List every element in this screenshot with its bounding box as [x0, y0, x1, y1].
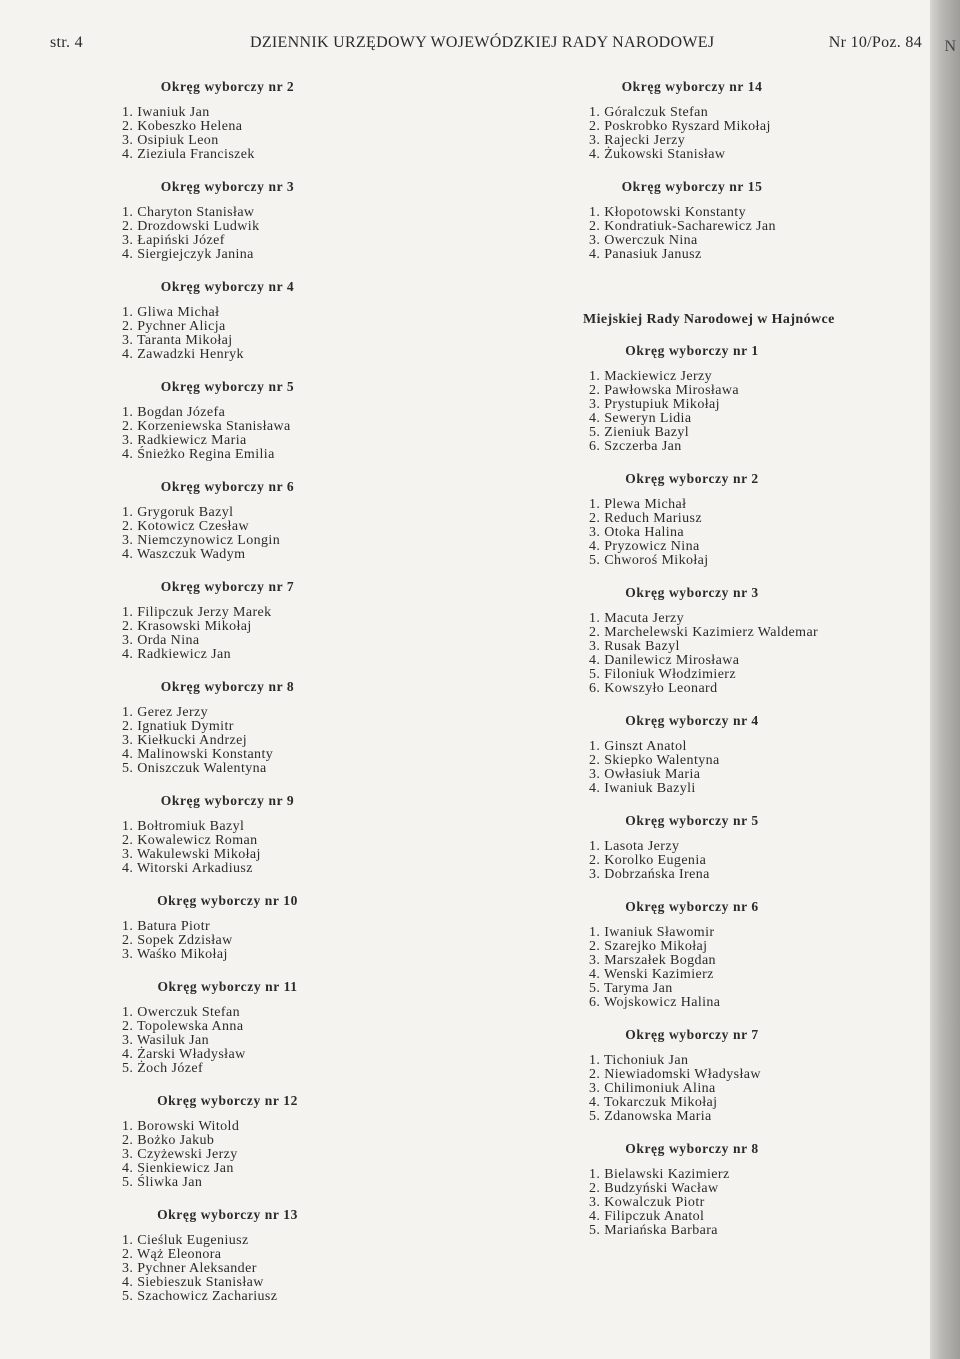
- district-heading: Okręg wyborczy nr 3: [160, 179, 295, 194]
- candidate-name: 2. Korolko Eugenia: [589, 853, 707, 868]
- candidate-name: 1. Mackiewicz Jerzy: [589, 369, 713, 384]
- district-block: [122, 578, 452, 662]
- candidate-name: 1. Bielawski Kazimierz: [589, 1167, 730, 1182]
- candidate-list: [589, 612, 919, 696]
- district-block: [122, 78, 452, 162]
- candidate-name: 3. Owerczuk Nina: [589, 233, 698, 248]
- candidate-name: 4. Wenski Kazimierz: [589, 967, 714, 982]
- candidate-name: 4. Pryzowicz Nina: [589, 539, 700, 554]
- district-block: [122, 1206, 452, 1304]
- candidate-name: 3. Owłasiuk Maria: [589, 767, 701, 782]
- district-block: [589, 1140, 919, 1238]
- candidate-name: 5. Filoniuk Włodzimierz: [589, 667, 736, 682]
- district-heading: Okręg wyborczy nr 15: [621, 179, 763, 194]
- candidate-name: 3. Orda Nina: [122, 633, 200, 648]
- candidate-name: 4. Panasiuk Janusz: [589, 247, 702, 262]
- candidate-name: 3. Osipiuk Leon: [122, 133, 219, 148]
- candidate-name: 1. Cieśluk Eugeniusz: [122, 1233, 249, 1248]
- candidate-name: 1. Kłopotowski Konstanty: [589, 205, 746, 220]
- council-title: Miejskiej Rady Narodowej w Hajnówce: [583, 312, 835, 327]
- district-block: [122, 478, 452, 562]
- candidate-name: 2. Pawłowska Mirosława: [589, 383, 739, 398]
- candidate-name: 2. Sopek Zdzisław: [122, 933, 233, 948]
- candidate-name: 1. Grygoruk Bazyl: [122, 505, 234, 520]
- candidate-name: 4. Iwaniuk Bazyli: [589, 781, 696, 796]
- candidate-name: 3. Marszałek Bogdan: [589, 953, 716, 968]
- candidate-list: [122, 406, 452, 462]
- candidate-name: 4. Danilewicz Mirosława: [589, 653, 740, 668]
- district-heading: Okręg wyborczy nr 4: [160, 279, 295, 294]
- candidate-name: 4. Żarski Władysław: [122, 1047, 246, 1062]
- district-heading: Okręg wyborczy nr 4: [625, 713, 759, 728]
- candidate-name: 1. Plewa Michał: [589, 497, 687, 512]
- candidate-name: 4. Seweryn Lidia: [589, 411, 692, 426]
- candidate-name: 1. Batura Piotr: [122, 919, 211, 934]
- candidate-list: [122, 206, 452, 262]
- district-heading: Okręg wyborczy nr 12: [157, 1093, 298, 1108]
- district-block: [122, 378, 452, 462]
- candidate-name: 5. Oniszczuk Walentyna: [122, 761, 267, 776]
- candidate-name: 3. Kowalczuk Piotr: [589, 1195, 705, 1210]
- candidate-name: 1. Gliwa Michał: [122, 305, 220, 320]
- district-heading: Okręg wyborczy nr 5: [625, 813, 759, 828]
- candidate-name: 2. Pychner Alicja: [122, 319, 226, 334]
- district-heading: Okręg wyborczy nr 5: [160, 379, 295, 394]
- district-heading: Okręg wyborczy nr 7: [160, 579, 295, 594]
- district-heading: Okręg wyborczy nr 3: [625, 585, 759, 600]
- candidate-list: [122, 106, 452, 162]
- district-heading: Okręg wyborczy nr 7: [625, 1027, 759, 1042]
- candidate-name: 3. Otoka Halina: [589, 525, 685, 540]
- district-block: [122, 792, 452, 876]
- candidate-name: 4. Zieziula Franciszek: [122, 147, 255, 162]
- candidate-list: [122, 506, 452, 562]
- candidate-name: 3. Wasiluk Jan: [122, 1033, 210, 1048]
- candidate-name: 4. Śnieżko Regina Emilia: [122, 447, 275, 462]
- candidate-name: 3. Niemczynowicz Longin: [122, 533, 281, 548]
- candidate-name: 1. Filipczuk Jerzy Marek: [122, 605, 272, 620]
- candidate-name: 2. Drozdowski Ludwik: [122, 219, 260, 234]
- candidate-name: 3. Radkiewicz Maria: [122, 433, 247, 448]
- district-heading: Okręg wyborczy nr 9: [160, 793, 295, 808]
- candidate-name: 3. Taranta Mikołaj: [122, 333, 233, 348]
- candidate-list: [122, 1234, 452, 1304]
- candidate-list: [122, 1120, 452, 1190]
- candidate-name: 1. Góralczuk Stefan: [589, 105, 709, 120]
- candidate-name: 1. Owerczuk Stefan: [122, 1005, 240, 1020]
- candidate-name: 6. Wojskowicz Halina: [589, 995, 721, 1010]
- candidate-name: 4. Malinowski Konstanty: [122, 747, 274, 762]
- candidate-name: 2. Wąż Eleonora: [122, 1247, 222, 1262]
- candidate-name: 1. Ginszt Anatol: [589, 739, 687, 754]
- district-block: [122, 1092, 452, 1190]
- candidate-name: 1. Iwaniuk Jan: [122, 105, 210, 120]
- candidate-name: 4. Waszczuk Wadym: [122, 547, 246, 562]
- candidate-name: 4. Radkiewicz Jan: [122, 647, 232, 662]
- candidate-name: 6. Kowszyło Leonard: [589, 681, 718, 696]
- candidate-name: 3. Łapiński Józef: [122, 233, 225, 248]
- candidate-name: 5. Żoch Józef: [122, 1061, 204, 1076]
- candidate-name: 5. Chworoś Mikołaj: [589, 553, 709, 568]
- candidate-name: 5. Szachowicz Zachariusz: [122, 1289, 278, 1304]
- publication-title: DZIENNIK URZĘDOWY WOJEWÓDZKIEJ RADY NARODOWEJ: [250, 34, 715, 51]
- candidate-name: 2. Marchelewski Kazimierz Waldemar: [589, 625, 819, 640]
- candidate-name: 3. Chilimoniuk Alina: [589, 1081, 716, 1096]
- candidate-name: 4. Tokarczuk Mikołaj: [589, 1095, 718, 1110]
- page-binding-edge: [930, 0, 960, 1359]
- candidate-name: 3. Pychner Aleksander: [122, 1261, 257, 1276]
- page-header: [50, 34, 922, 58]
- candidate-name: 2. Poskrobko Ryszard Mikołaj: [589, 119, 771, 134]
- candidate-name: 4. Zawadzki Henryk: [122, 347, 244, 362]
- district-heading: Okręg wyborczy nr 6: [160, 479, 295, 494]
- candidate-list: [589, 926, 919, 1010]
- district-block: [589, 712, 919, 796]
- candidate-name: 3. Rusak Bazyl: [589, 639, 680, 654]
- candidate-name: 5. Taryma Jan: [589, 981, 673, 996]
- candidate-name: 5. Śliwka Jan: [122, 1175, 203, 1190]
- district-block: [589, 470, 919, 568]
- district-heading: Okręg wyborczy nr 8: [625, 1141, 759, 1156]
- candidate-name: 2. Korzeniewska Stanisława: [122, 419, 291, 434]
- candidate-name: 5. Zdanowska Maria: [589, 1109, 712, 1124]
- district-block: [122, 978, 452, 1076]
- district-block: [589, 342, 919, 454]
- candidate-name: 3. Prystupiuk Mikołaj: [589, 397, 720, 412]
- left-column: [122, 78, 452, 1320]
- candidate-name: 4. Filipczuk Anatol: [589, 1209, 705, 1224]
- candidate-name: 1. Bołtromiuk Bazyl: [122, 819, 245, 834]
- district-block: [122, 278, 452, 362]
- candidate-list: [589, 106, 919, 162]
- candidate-name: 1. Iwaniuk Sławomir: [589, 925, 715, 940]
- candidate-name: 2. Szarejko Mikołaj: [589, 939, 708, 954]
- candidate-list: [122, 1006, 452, 1076]
- candidate-list: [122, 306, 452, 362]
- district-block: [589, 1026, 919, 1124]
- candidate-name: 2. Niewiadomski Władysław: [589, 1067, 761, 1082]
- district-block: [122, 892, 452, 962]
- candidate-list: [589, 498, 919, 568]
- candidate-name: 2. Krasowski Mikołaj: [122, 619, 252, 634]
- candidate-name: 2. Kondratiuk-Sacharewicz Jan: [589, 219, 776, 234]
- candidate-list: [589, 1054, 919, 1124]
- candidate-name: 2. Kobeszko Helena: [122, 119, 243, 134]
- candidate-name: 4. Siebieszuk Stanisław: [122, 1275, 264, 1290]
- candidate-name: 3. Rajecki Jerzy: [589, 133, 686, 148]
- candidate-name: 3. Dobrzańska Irena: [589, 867, 710, 882]
- district-block: [589, 178, 919, 262]
- candidate-name: 1. Bogdan Józefa: [122, 405, 226, 420]
- candidate-name: 4. Żukowski Stanisław: [589, 147, 726, 162]
- candidate-list: [589, 206, 919, 262]
- candidate-name: 4. Sienkiewicz Jan: [122, 1161, 234, 1176]
- district-heading: Okręg wyborczy nr 6: [625, 899, 759, 914]
- candidate-name: 3. Czyżewski Jerzy: [122, 1147, 238, 1162]
- page-number: str. 4: [50, 34, 83, 51]
- district-block: [589, 812, 919, 882]
- candidate-name: 4. Siergiejczyk Janina: [122, 247, 254, 262]
- candidate-list: [589, 740, 919, 796]
- candidate-list: [589, 1168, 919, 1238]
- candidate-list: [589, 840, 919, 882]
- candidate-name: 6. Szczerba Jan: [589, 439, 682, 454]
- candidate-name: 2. Topolewska Anna: [122, 1019, 244, 1034]
- candidate-list: [122, 606, 452, 662]
- candidate-list: [589, 370, 919, 454]
- candidate-name: 2. Skiepko Walentyna: [589, 753, 720, 768]
- district-heading: Okręg wyborczy nr 11: [157, 979, 298, 994]
- candidate-name: 3. Wakulewski Mikołaj: [122, 847, 261, 862]
- candidate-name: 1. Charyton Stanisław: [122, 205, 255, 220]
- candidate-name: 2. Budzyński Wacław: [589, 1181, 719, 1196]
- candidate-name: 2. Bożko Jakub: [122, 1133, 215, 1148]
- candidate-name: 2. Ignatiuk Dymitr: [122, 719, 234, 734]
- district-block: [122, 178, 452, 262]
- right-column: [583, 78, 919, 1254]
- candidate-name: 1. Macuta Jerzy: [589, 611, 685, 626]
- candidate-name: 2. Kowalewicz Roman: [122, 833, 258, 848]
- edge-mark: N: [944, 38, 956, 55]
- candidate-name: 2. Kotowicz Czesław: [122, 519, 249, 534]
- district-heading: Okręg wyborczy nr 14: [621, 79, 763, 94]
- candidate-name: 3. Waśko Mikołaj: [122, 947, 228, 962]
- district-block: [589, 898, 919, 1010]
- candidate-name: 4. Witorski Arkadiusz: [122, 861, 253, 876]
- candidate-name: 3. Kiełkucki Andrzej: [122, 733, 248, 748]
- candidate-name: 5. Mariańska Barbara: [589, 1223, 718, 1238]
- district-heading: Okręg wyborczy nr 10: [157, 893, 298, 908]
- candidate-name: 1. Tichoniuk Jan: [589, 1053, 689, 1068]
- district-heading: Okręg wyborczy nr 1: [625, 343, 759, 358]
- district-block: [122, 678, 452, 776]
- candidate-name: 1. Borowski Witold: [122, 1119, 240, 1134]
- district-heading: Okręg wyborczy nr 2: [625, 471, 759, 486]
- candidate-name: 1. Lasota Jerzy: [589, 839, 680, 854]
- candidate-name: 1. Gerez Jerzy: [122, 705, 209, 720]
- district-heading: Okręg wyborczy nr 13: [157, 1207, 298, 1222]
- candidate-list: [122, 706, 452, 776]
- candidate-list: [122, 920, 452, 962]
- candidate-list: [122, 820, 452, 876]
- district-heading: Okręg wyborczy nr 8: [160, 679, 295, 694]
- district-block: [589, 584, 919, 696]
- candidate-name: 5. Zieniuk Bazyl: [589, 425, 690, 440]
- district-heading: Okręg wyborczy nr 2: [160, 79, 295, 94]
- candidate-name: 2. Reduch Mariusz: [589, 511, 702, 526]
- issue-number: Nr 10/Poz. 84: [828, 34, 922, 51]
- district-block: [589, 78, 919, 162]
